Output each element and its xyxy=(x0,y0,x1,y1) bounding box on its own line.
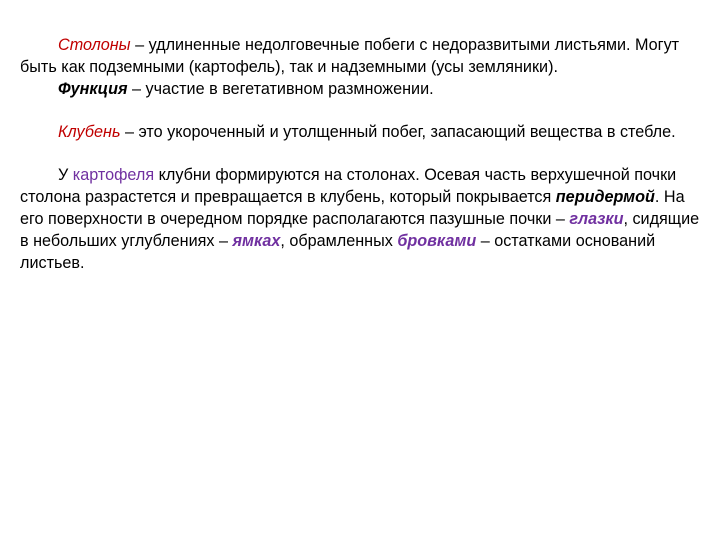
term-brovkami: бровками xyxy=(397,232,477,250)
text-kartofel-1: У xyxy=(58,166,73,184)
term-kartofelya: картофеля xyxy=(72,166,155,184)
term-glazki: глазки xyxy=(569,210,624,228)
text-funktsiya: – участие в вегетативном размножении. xyxy=(127,80,434,98)
text-kartofel-6: – остатками оснований листьев. xyxy=(20,232,656,272)
term-peridermoy: перидермой xyxy=(555,188,655,206)
term-yamkakh: ямках xyxy=(232,232,281,250)
paragraph-kartofel xyxy=(20,164,700,274)
text-stolony: – удлиненные недолговечные побеги с недоразвитыми листьями. Могут быть как подземными (картофель), так и надземными (усы земляники). xyxy=(20,36,680,76)
text-kartofel-2: клубни формируются на столонах. Осевая часть верхушечной почки столона разрастется и превращается в клубень, который покрывается xyxy=(20,166,677,206)
term-kluben: Клубень xyxy=(58,123,121,141)
text-kartofel-3: . На его поверхности в очередном порядке располагаются пазушные почки – xyxy=(20,188,685,228)
paragraph-stolony xyxy=(20,34,700,78)
paragraph-funktsiya xyxy=(20,78,700,100)
paragraph-kluben xyxy=(20,121,700,143)
text-kluben: – это укороченный и утолщенный побег, запасающий вещества в стебле. xyxy=(120,123,676,141)
paragraph-spacer xyxy=(20,143,700,164)
text-kartofel-5: , обрамленных xyxy=(280,232,398,250)
term-funktsiya: Функция xyxy=(58,80,128,98)
text-kartofel-4: , сидящие в небольших углублениях – xyxy=(20,210,700,250)
slide-content xyxy=(20,34,700,274)
term-stolony: Столоны xyxy=(58,36,131,54)
paragraph-spacer xyxy=(20,100,700,121)
